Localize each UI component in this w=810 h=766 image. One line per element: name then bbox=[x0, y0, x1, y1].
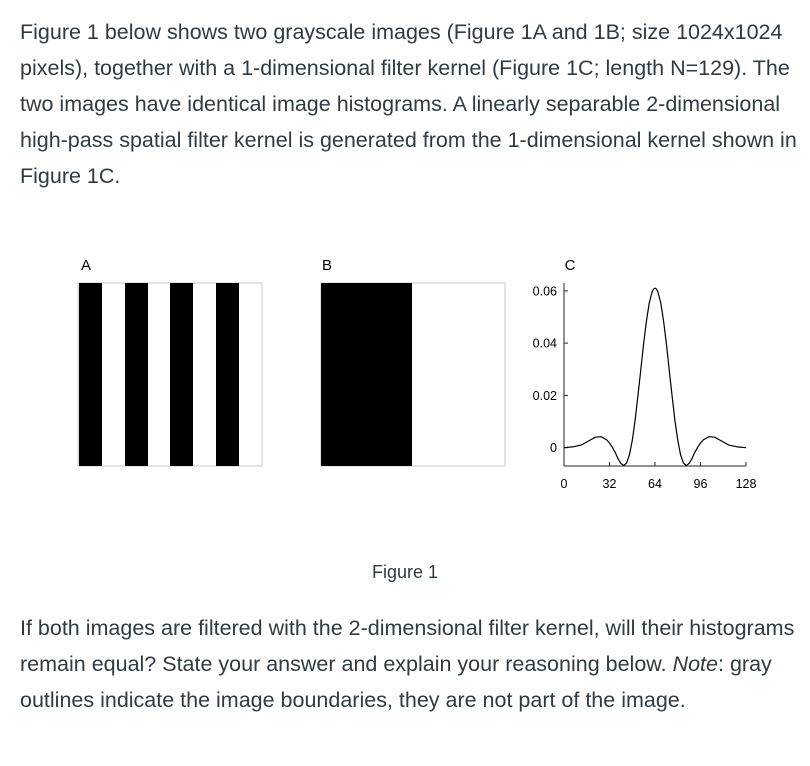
y-tick-label-2: 0.04 bbox=[532, 336, 557, 351]
panel-c-label: C bbox=[564, 257, 576, 274]
image-a bbox=[78, 283, 262, 466]
panel-b-label: B bbox=[321, 257, 333, 274]
image-a-stripe-2 bbox=[125, 283, 148, 466]
question-paragraph bbox=[20, 610, 795, 718]
x-tick-label-1: 32 bbox=[602, 477, 617, 491]
intro-paragraph: Figure 1 below shows two grayscale images (Figure 1A and 1B; size 1024x1024 pixels), together with a 1-dimensional filter kernel (Figure 1C; length N=129). The two images have identical image histograms. A linearly separable 2-dimensional high-pass spatial filter kernel is generated from the 1-dimensional kernel shown in Figure 1C. bbox=[20, 20, 797, 188]
x-tick-label-4: 128 bbox=[735, 477, 757, 491]
x-tick-label-3: 96 bbox=[693, 477, 708, 491]
figure-caption: Figure 1 bbox=[371, 562, 439, 582]
x-tick-label-2: 64 bbox=[648, 477, 662, 491]
image-a-stripe-4 bbox=[216, 283, 239, 466]
question-text: If both images are filtered with the 2-dimensional filter kernel, will their histograms remain equal? State your answer and explain your reasoning below. bbox=[20, 616, 795, 676]
kernel-plot bbox=[533, 283, 757, 491]
kernel-series-line-0 bbox=[564, 288, 746, 465]
note-label: Note bbox=[672, 652, 718, 676]
image-b bbox=[321, 283, 505, 466]
x-tick-label-0: 0 bbox=[560, 477, 568, 491]
image-a-stripe-1 bbox=[79, 283, 102, 466]
y-tick-label-1: 0.02 bbox=[532, 388, 557, 403]
y-tick-label-0: 0 bbox=[550, 441, 557, 456]
y-tick-label-3: 0.06 bbox=[532, 284, 557, 299]
panel-a-label: A bbox=[80, 257, 92, 274]
image-a-stripe-3 bbox=[170, 283, 193, 466]
image-b-dark-half bbox=[321, 283, 412, 466]
note-text: : gray outlines indicate the image boundaries, they are not part of the image. bbox=[20, 652, 772, 712]
